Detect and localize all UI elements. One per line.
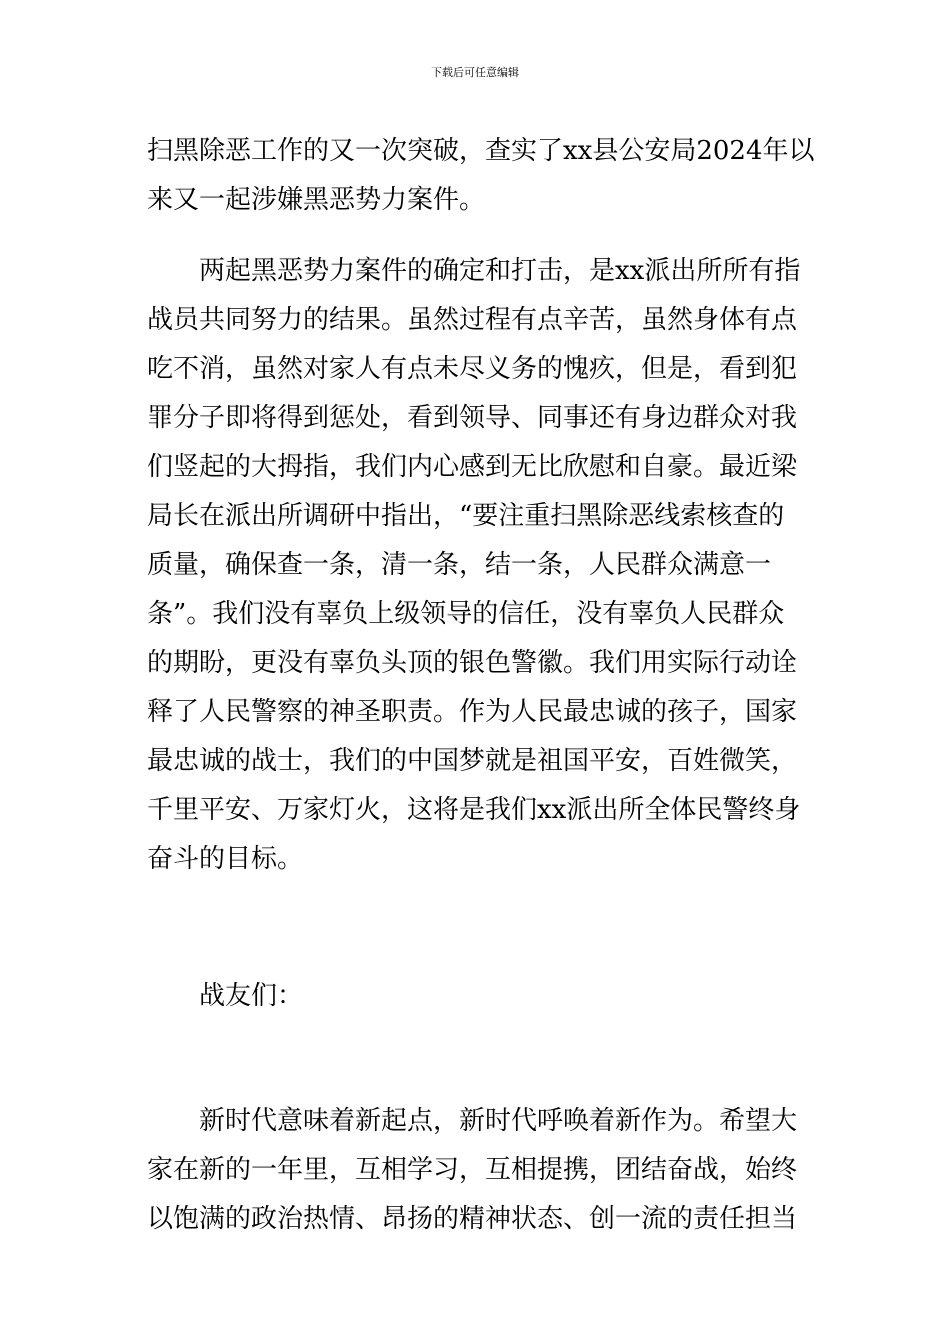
paragraph-3 — [147, 972, 812, 1021]
text-line: 局长在派出所调研中指出，“要注重扫黑除恶线索核查的 — [147, 501, 785, 531]
text-line: 最忠诚的战士，我们的中国梦就是祖国平安，百姓微笑， — [147, 746, 798, 776]
text-line: 战员共同努力的结果。虽然过程有点辛苦，虽然身体有点 — [147, 305, 798, 335]
text-line: 扫黑除恶工作的又一次突破，查实了xx县公安局2024年以 — [147, 136, 815, 166]
text-line: 罪分子即将得到惩处，看到领导、同事还有身边群众对我 — [147, 403, 798, 433]
text-line: 以饱满的政治热情、昂扬的精神状态、创一流的责任担当 — [147, 1204, 798, 1234]
text-line: 奋斗的目标。 — [147, 844, 304, 874]
paragraph-2 — [147, 247, 812, 884]
text-line: 千里平安、万家灯火，这将是我们xx派出所全体民警终身 — [147, 795, 801, 825]
text-line: 战友们： — [147, 981, 304, 1011]
text-line: 的期盼，更没有辜负头顶的银色警徽。我们用实际行动诠 — [147, 648, 798, 678]
text-line: 吃不消，虽然对家人有点未尽义务的愧疚，但是，看到犯 — [147, 354, 798, 384]
page-header: 下载后可任意编辑 — [431, 66, 519, 79]
text-line: 两起黑恶势力案件的确定和打击，是xx派出所所有指 — [147, 256, 801, 286]
text-line: 质量，确保查一条，清一条，结一条，人民群众满意一 — [147, 550, 772, 580]
text-line: 释了人民警察的神圣职责。作为人民最忠诚的孩子，国家 — [147, 697, 798, 727]
paragraph-4 — [147, 1097, 812, 1244]
text-line: 条”。我们没有辜负上级领导的信任，没有辜负人民群众 — [147, 599, 785, 629]
paragraph-1 — [147, 127, 815, 225]
text-line: 新时代意味着新起点，新时代呼唤着新作为。希望大 — [147, 1106, 798, 1136]
text-line: 来又一起涉嫌黑恶势力案件。 — [147, 185, 486, 215]
text-line: 们竖起的大拇指，我们内心感到无比欣慰和自豪。最近梁 — [147, 452, 798, 482]
text-line: 家在新的一年里，互相学习，互相提携，团结奋战，始终 — [147, 1155, 798, 1185]
